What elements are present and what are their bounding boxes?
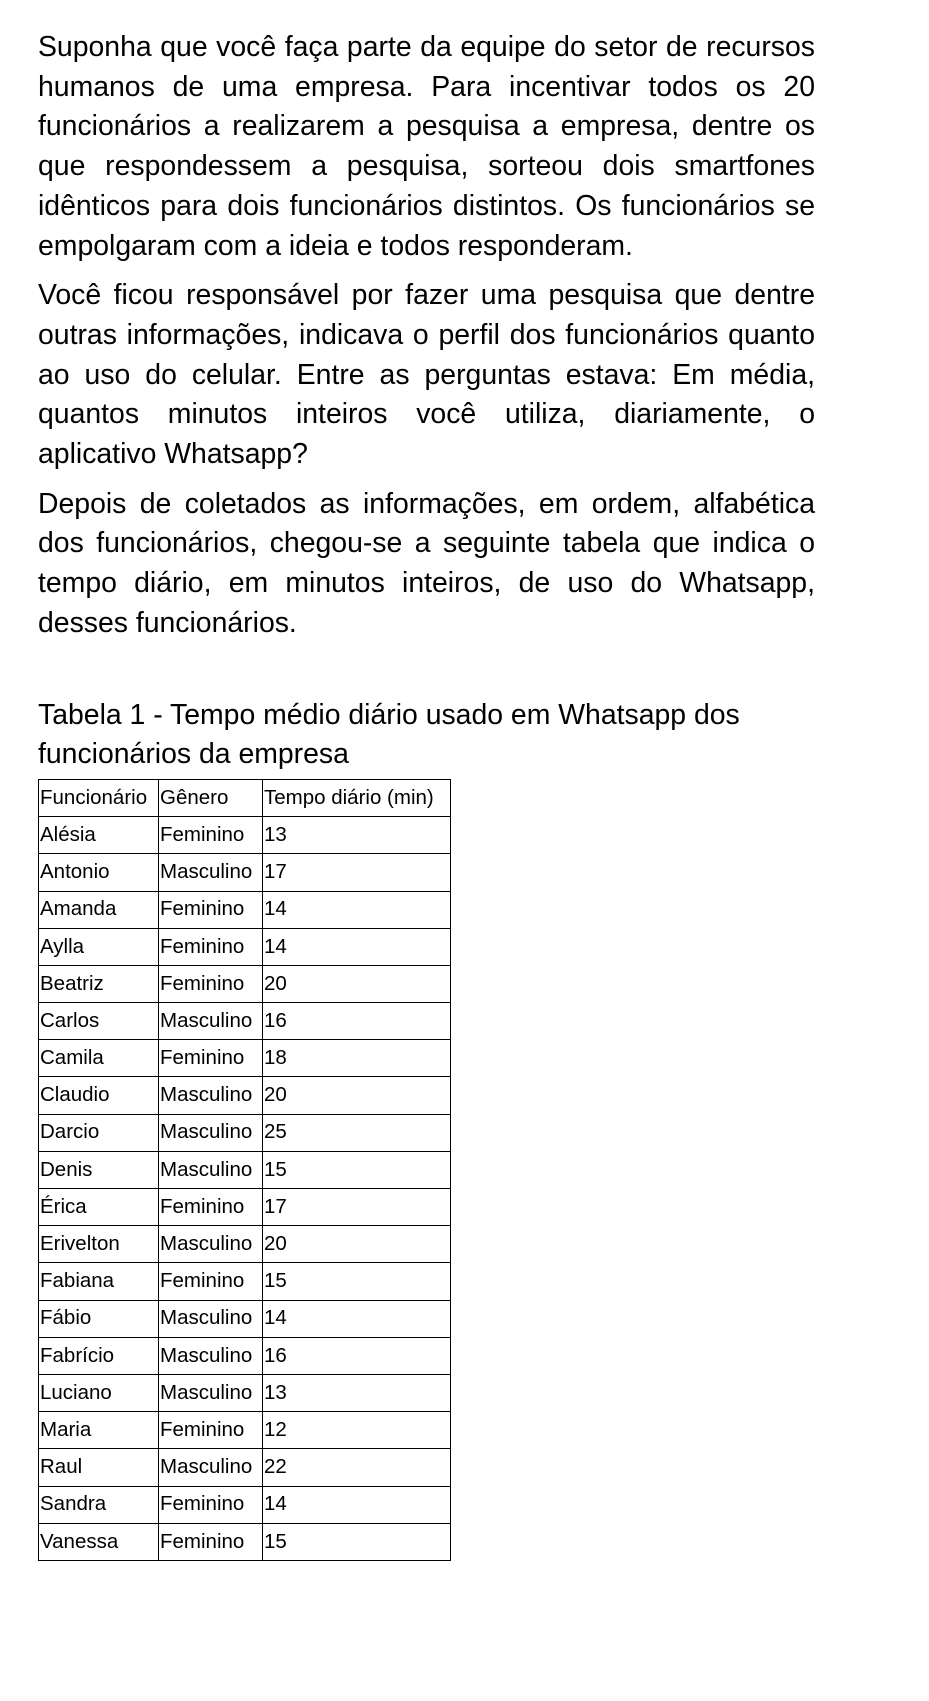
table-row — [39, 1151, 451, 1188]
table-row — [39, 1263, 451, 1300]
employee-name-cell: Fabiana — [39, 1263, 159, 1300]
gender-cell: Feminino — [159, 1263, 263, 1300]
employee-name-cell: Érica — [39, 1189, 159, 1226]
gender-cell: Masculino — [159, 1077, 263, 1114]
gender-cell: Feminino — [159, 817, 263, 854]
daily-minutes-cell: 14 — [263, 928, 451, 965]
daily-minutes-cell: 17 — [263, 854, 451, 891]
employee-name-cell: Beatriz — [39, 965, 159, 1002]
daily-minutes-cell: 20 — [263, 965, 451, 1002]
table-row — [39, 1189, 451, 1226]
table-row — [39, 817, 451, 854]
table-row — [39, 1486, 451, 1523]
table-row — [39, 928, 451, 965]
gender-cell: Feminino — [159, 1040, 263, 1077]
gender-cell: Masculino — [159, 1151, 263, 1188]
gender-cell: Feminino — [159, 1412, 263, 1449]
gender-cell: Feminino — [159, 1523, 263, 1560]
table-body — [39, 779, 451, 1560]
employee-name-cell: Raul — [39, 1449, 159, 1486]
gender-cell: Feminino — [159, 965, 263, 1002]
gender-cell: Masculino — [159, 1114, 263, 1151]
employee-name-cell: Erivelton — [39, 1226, 159, 1263]
daily-minutes-cell: 20 — [263, 1226, 451, 1263]
employee-name-cell: Carlos — [39, 1003, 159, 1040]
employee-name-cell: Fábio — [39, 1300, 159, 1337]
table-caption: Tabela 1 - Tempo médio diário usado em Whatsapp dos funcionários da empresa — [38, 698, 740, 771]
table-row — [39, 965, 451, 1002]
table-row — [39, 1374, 451, 1411]
table-row — [39, 1114, 451, 1151]
table-row — [39, 1003, 451, 1040]
daily-minutes-cell: 16 — [263, 1003, 451, 1040]
daily-minutes-cell: 13 — [263, 817, 451, 854]
employee-name-cell: Fabrício — [39, 1337, 159, 1374]
gender-cell: Feminino — [159, 1189, 263, 1226]
table-row — [39, 1337, 451, 1374]
employee-name-cell: Maria — [39, 1412, 159, 1449]
daily-minutes-cell: 14 — [263, 1486, 451, 1523]
whatsapp-usage-table — [38, 779, 451, 1561]
daily-minutes-cell: 14 — [263, 1300, 451, 1337]
daily-minutes-cell: 18 — [263, 1040, 451, 1077]
daily-minutes-cell: 25 — [263, 1114, 451, 1151]
employee-name-cell: Aylla — [39, 928, 159, 965]
employee-name-cell: Sandra — [39, 1486, 159, 1523]
daily-minutes-cell: 20 — [263, 1077, 451, 1114]
employee-name-cell: Darcio — [39, 1114, 159, 1151]
daily-minutes-cell: 15 — [263, 1151, 451, 1188]
table-row — [39, 854, 451, 891]
employee-name-cell: Alésia — [39, 817, 159, 854]
daily-minutes-cell: 22 — [263, 1449, 451, 1486]
gender-cell: Masculino — [159, 1300, 263, 1337]
employee-name-cell: Camila — [39, 1040, 159, 1077]
paragraph-survey: Você ficou responsável por fazer uma pesquisa que dentre outras informações, indicava o perfil dos funcionários quanto ao uso do celular. Entre as perguntas estava: Em média, quantos minutos inteiros você utiliza, diariamente, o aplicativo Whatsapp? — [38, 279, 815, 471]
gender-cell: Masculino — [159, 1449, 263, 1486]
table-row — [39, 1077, 451, 1114]
gender-cell: Masculino — [159, 1226, 263, 1263]
header-genero: Gênero — [159, 779, 263, 816]
daily-minutes-cell: 14 — [263, 891, 451, 928]
table-row — [39, 1226, 451, 1263]
employee-name-cell: Vanessa — [39, 1523, 159, 1560]
daily-minutes-cell: 13 — [263, 1374, 451, 1411]
table-header-row — [39, 779, 451, 816]
daily-minutes-cell: 15 — [263, 1523, 451, 1560]
paragraph-table-intro: Depois de coletados as informações, em ordem, alfabética dos funcionários, chegou-se a seguinte tabela que indica o tempo diário, em minutos inteiros, de uso do Whatsapp, desses funcionários. — [38, 487, 815, 639]
employee-name-cell: Denis — [39, 1151, 159, 1188]
daily-minutes-cell: 16 — [263, 1337, 451, 1374]
table-row — [39, 1449, 451, 1486]
daily-minutes-cell: 12 — [263, 1412, 451, 1449]
gender-cell: Masculino — [159, 1003, 263, 1040]
gender-cell: Masculino — [159, 854, 263, 891]
employee-name-cell: Claudio — [39, 1077, 159, 1114]
table-row — [39, 1040, 451, 1077]
header-funcionario: Funcionário — [39, 779, 159, 816]
employee-name-cell: Amanda — [39, 891, 159, 928]
gender-cell: Masculino — [159, 1337, 263, 1374]
table-row — [39, 1412, 451, 1449]
gender-cell: Feminino — [159, 928, 263, 965]
gender-cell: Masculino — [159, 1374, 263, 1411]
table-row — [39, 1523, 451, 1560]
daily-minutes-cell: 17 — [263, 1189, 451, 1226]
employee-name-cell: Antonio — [39, 854, 159, 891]
gender-cell: Feminino — [159, 891, 263, 928]
table-row — [39, 1300, 451, 1337]
gender-cell: Feminino — [159, 1486, 263, 1523]
header-tempo: Tempo diário (min) — [263, 779, 451, 816]
document-content — [38, 28, 815, 1561]
daily-minutes-cell: 15 — [263, 1263, 451, 1300]
paragraph-intro: Suponha que você faça parte da equipe do setor de recursos humanos de uma empresa. Para incentivar todos os 20 funcionários a realizarem a pesquisa a empresa, dentre os que respondessem a pesquisa, sorteou dois smartfones idênticos para dois funcionários distintos. Os funcionários se empolgaram com a ideia e todos responderam. — [38, 31, 815, 262]
employee-name-cell: Luciano — [39, 1374, 159, 1411]
table-row — [39, 891, 451, 928]
